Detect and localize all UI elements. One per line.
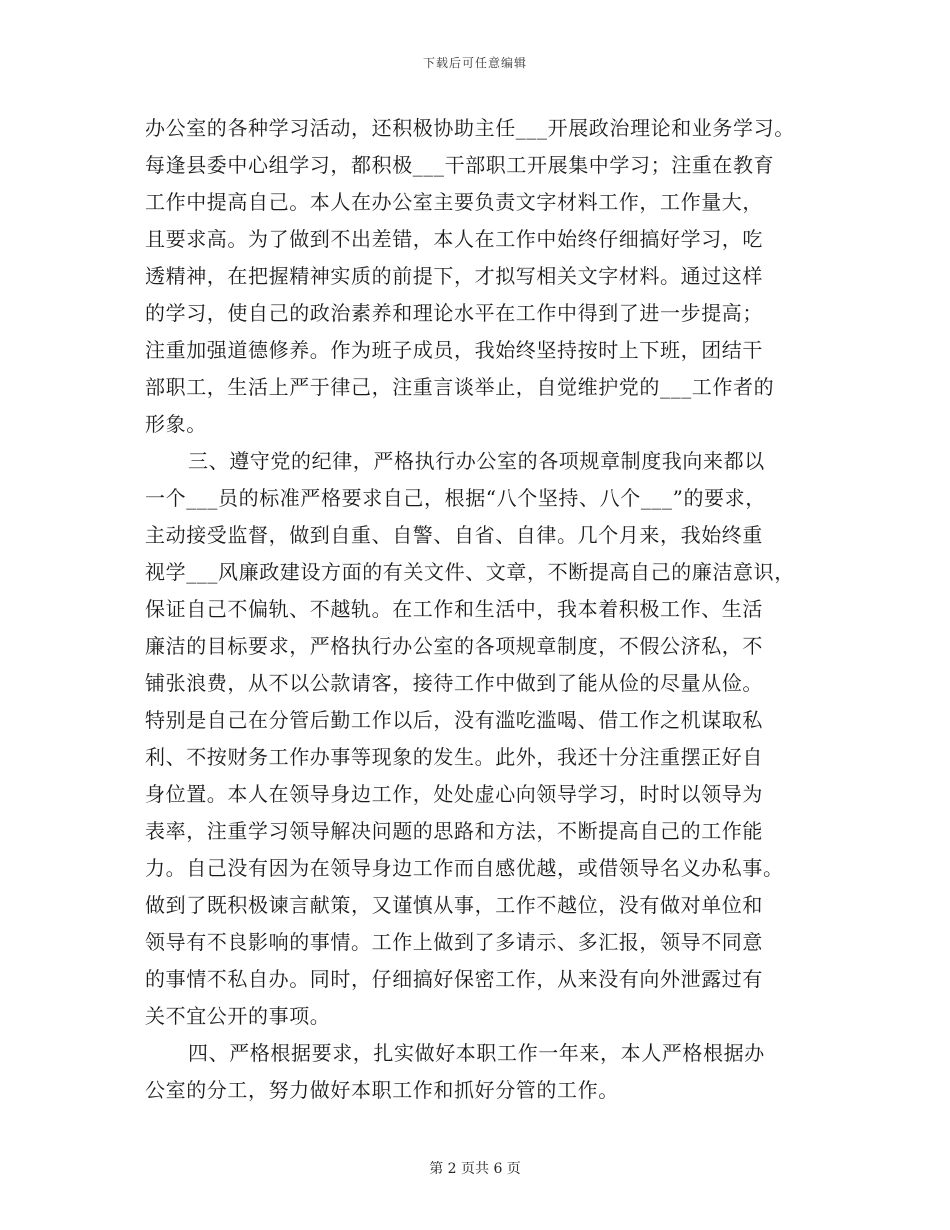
body-line: 关不宜公开的事项。 bbox=[145, 1004, 331, 1028]
body-line: 主动接受监督，做到自重、自警、自省、自律。几个月来，我始终重 bbox=[145, 523, 763, 547]
body-line: 透精神，在把握精神实质的前提下，才拟写相关文字材料。通过这样 bbox=[145, 264, 763, 288]
body-line: 利、不按财务工作办事等现象的发生。此外，我还十分注重摆正好自 bbox=[145, 745, 763, 769]
body-line: 且要求高。为了做到不出差错，本人在工作中始终仔细搞好学习，吃 bbox=[145, 227, 763, 251]
body-line: 表率，注重学习领导解决问题的思路和方法，不断提高自己的工作能 bbox=[145, 819, 763, 843]
body-line: 铺张浪费，从不以公款请客，接待工作中做到了能从俭的尽量从俭。 bbox=[145, 671, 763, 695]
paragraph-four-heading: 四、严格根据要求，扎实做好本职工作一年来，本人严格根据办 bbox=[188, 1041, 765, 1065]
body-line: 特别是自己在分管后勤工作以后，没有滥吃滥喝、借工作之机谋取私 bbox=[145, 708, 763, 732]
body-line: 的学习，使自己的政治素养和理论水平在工作中得到了进一步提高； bbox=[145, 301, 763, 325]
body-line: 廉洁的目标要求，严格执行办公室的各项规章制度，不假公济私，不 bbox=[145, 634, 763, 658]
body-line: 一个___员的标准严格要求自己，根据“八个坚持、八个___”的要求， bbox=[145, 486, 766, 510]
paragraph-three-heading: 三、遵守党的纪律，严格执行办公室的各项规章制度我向来都以 bbox=[188, 449, 765, 473]
body-line: 办公室的各种学习活动，还积极协助主任___开展政治理论和业务学习。 bbox=[145, 116, 795, 140]
page-number-footer: 第 2 页共 6 页 bbox=[429, 1161, 521, 1177]
body-line: 做到了既积极谏言献策，又谨慎从事，工作不越位，没有做对单位和 bbox=[145, 893, 763, 917]
body-line: 力。自己没有因为在领导身边工作而自感优越，或借领导名义办私事。 bbox=[145, 856, 784, 880]
body-line: 工作中提高自己。本人在办公室主要负责文字材料工作，工作量大， bbox=[145, 190, 763, 214]
body-line: 视学___风廉政建设方面的有关文件、文章，不断提高自己的廉洁意识， bbox=[145, 560, 795, 584]
body-line: 每逢县委中心组学习，都积极___干部职工开展集中学习；注重在教育 bbox=[145, 153, 775, 177]
body-line: 的事情不私自办。同时，仔细搞好保密工作，从来没有向外泄露过有 bbox=[145, 967, 763, 991]
body-line: 公室的分工，努力做好本职工作和抓好分管的工作。 bbox=[145, 1078, 619, 1102]
body-line: 身位置。本人在领导身边工作，处处虚心向领导学习，时时以领导为 bbox=[145, 782, 763, 806]
body-line: 领导有不良影响的事情。工作上做到了多请示、多汇报，领导不同意 bbox=[145, 930, 763, 954]
body-line: 注重加强道德修养。作为班子成员，我始终坚持按时上下班，团结干 bbox=[145, 338, 763, 362]
body-line: 形象。 bbox=[145, 412, 207, 436]
body-line: 部职工，生活上严于律己，注重言谈举止，自觉维护党的___工作者的 bbox=[145, 375, 775, 399]
body-line: 保证自己不偏轨、不越轨。在工作和生活中，我本着积极工作、生活 bbox=[145, 597, 763, 621]
page-header: 下载后可任意编辑 bbox=[422, 56, 527, 70]
